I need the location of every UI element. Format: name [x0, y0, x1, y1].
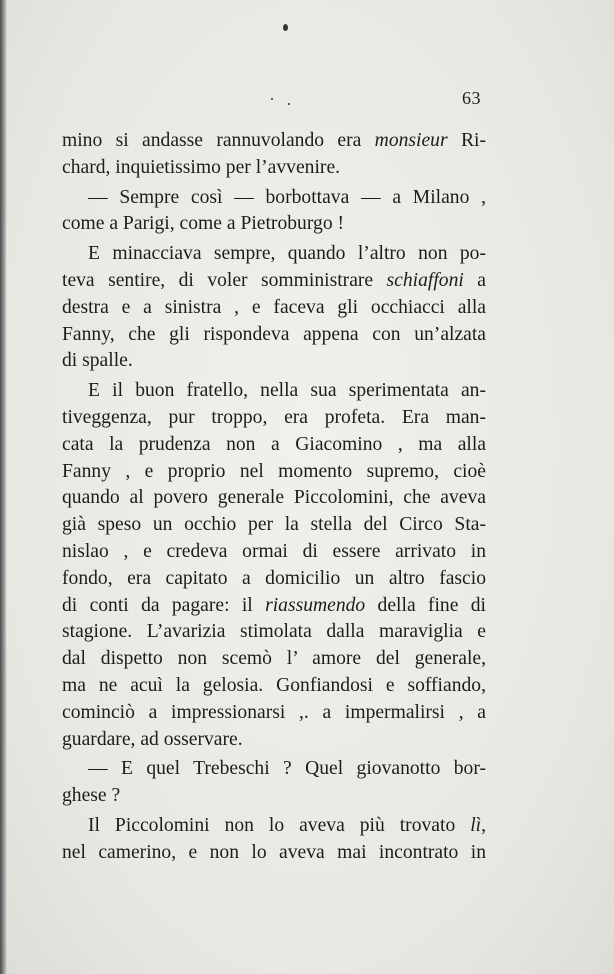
text-line: guardare, ad osservare.: [62, 728, 243, 750]
text-line: cata la prudenza non a Giacomino , ma alla: [62, 433, 486, 455]
text-line: mino si andasse rannuvolando era monsieur Ri-: [62, 130, 486, 151]
ink-speck: [283, 24, 288, 31]
text-line: già speso un occhio per la stella del Circo Sta-: [62, 514, 486, 536]
text-line: ma ne acuì la gelosia. Gonfiandosi e soffiando,: [62, 674, 486, 696]
text-line: fondo, era capitato a domicilio un altro fascio: [62, 567, 486, 589]
text-line: nislao , e credeva ormai di essere arrivato in: [62, 540, 486, 562]
page-edge-shadow: [0, 0, 7, 974]
text-line: Fanny, che gli rispondeva appena con un’alzata: [62, 323, 486, 345]
text-line: — E quel Trebeschi ? Quel giovanotto bor-: [88, 758, 486, 780]
text-line: nel camerino, e non lo aveva mai incontrato in: [62, 841, 486, 863]
text-line: E il buon fratello, nella sua sperimentata an-: [88, 380, 486, 402]
text-line: come a Parigi, come a Pietroburgo !: [62, 213, 345, 235]
text-line: stagione. L’avarizia stimolata dalla maraviglia e: [62, 621, 486, 643]
ink-speck: [271, 98, 273, 100]
text-line: ghese ?: [62, 785, 121, 807]
text-line: quando al povero generale Piccolomini, che aveva: [62, 487, 486, 509]
text-line: cominciò a impressionarsi ,. a impermalirsi , a: [62, 701, 486, 723]
text-line: E minacciava sempre, quando l’altro non po-: [88, 243, 486, 265]
text-line: dal dispetto non scemò l’ amore del generale,: [62, 648, 486, 670]
body-text: [62, 128, 486, 867]
text-line: — Sempre così — borbottava — a Milano ,: [88, 186, 486, 208]
text-line: Fanny , e proprio nel momento supremo, cioè: [62, 460, 486, 482]
page-number: 63: [462, 88, 481, 108]
text-line: di spalle.: [62, 350, 133, 372]
ink-speck: [288, 103, 290, 105]
text-line: destra e a sinistra , e faceva gli occhiacci alla: [62, 296, 486, 318]
text-line: di conti da pagare: il riassumendo della fine di: [62, 594, 486, 616]
text-line: chard, inquietissimo per l’avvenire.: [62, 156, 341, 178]
text-line: Il Piccolomini non lo aveva più trovato lì,: [88, 814, 486, 836]
text-line: teva sentire, di voler somministrare schiaffoni a: [62, 269, 486, 291]
text-line: tiveggenza, pur troppo, era profeta. Era man-: [62, 406, 486, 428]
